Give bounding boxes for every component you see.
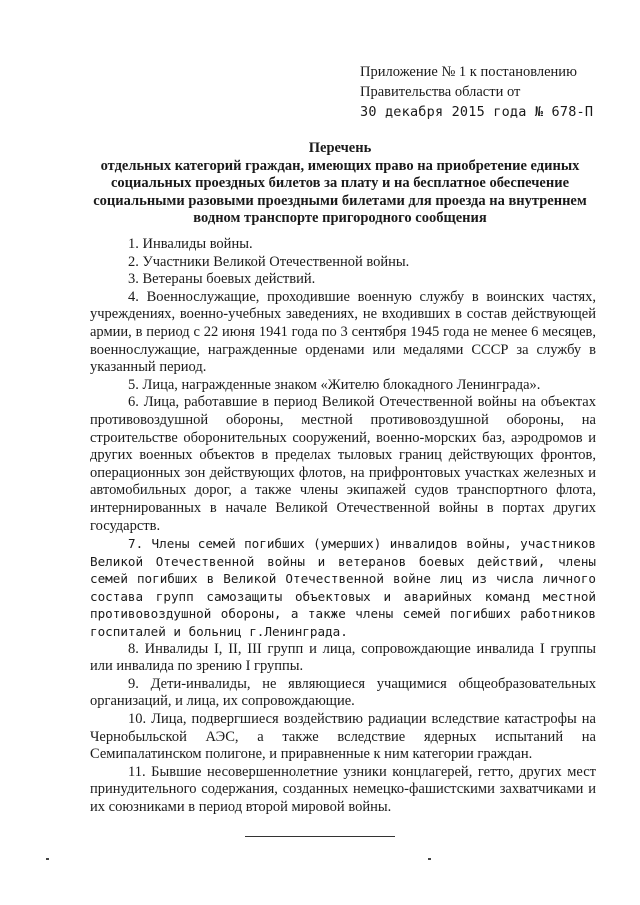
appendix-line-1: Приложение № 1 к постановлению	[360, 64, 577, 80]
appendix-header	[360, 62, 620, 122]
list-item-10: 10. Лица, подвергшиеся воздействию радиации вследствие катастрофы на Чернобыльской АЭС, а также вследствие ядерных испытаний на Семипалатинском полигоне, и приравненные к ним категории граждан.	[90, 711, 596, 763]
scan-speck	[46, 858, 49, 860]
end-divider	[245, 836, 395, 837]
document-title	[80, 140, 600, 228]
list-item-4: 4. Военнослужащие, проходившие военную службу в воинских частях, учреждениях, военно-учебных заведениях, не входивших в состав действующей армии, в период с 22 июня 1941 года по 3 сентября 1945 года не менее 6 месяцев, военнослужащие, награжденные орденами или медалями СССР за службу в указанный период.	[90, 288, 596, 376]
list-item-1: 1. Инвалиды войны.	[128, 236, 253, 252]
appendix-line-2: Правительства области от	[360, 84, 521, 100]
title-main: Перечень	[308, 140, 372, 156]
list-item-7: 7. Члены семей погибших (умерших) инвалидов войны, участников Великой Отечественной войны и ветеранов боевых действий, члены семей погибших в Великой Отечественной войне лиц из числа личного состава групп самозащиты объектовых и аварийных команд местной противовоздушной обороны, а также члены семей погибших работников госпиталей и больниц г.Ленинграда.	[90, 536, 596, 640]
list-item-9: 9. Дети-инвалиды, не являющиеся учащимися общеобразовательных организаций, и лица, их сопровождающие.	[90, 675, 596, 710]
list-item-11: 11. Бывшие несовершеннолетние узники концлагерей, гетто, других мест принудительного содержания, созданных немецко-фашистскими захватчиками и их союзниками в период второй мировой войны.	[90, 763, 596, 815]
list-item-8: 8. Инвалиды I, II, III групп и лица, сопровождающие инвалида I группы или инвалида по зрению I группы.	[90, 640, 596, 675]
scan-speck	[428, 858, 431, 860]
list-item-6: 6. Лица, работавшие в период Великой Отечественной войны на объектах противовоздушной обороны, местной противовоздушной обороны, на строительстве оборонительных сооружений, военно-морских баз, аэродромов и других военных объектов в пределах тыловых границ действующих фронтов, операционных зон действующих флотов, на прифронтовых участках железных и автомобильных дорог, а также члены экипажей судов транспортного флота, интернированных в начале Великой Отечественной войны в портах других государств.	[90, 394, 596, 534]
list-item-2: 2. Участники Великой Отечественной войны.	[128, 253, 410, 270]
list-item-5: 5. Лица, награжденные знаком «Жителю блокадного Ленинграда».	[128, 376, 541, 393]
document-body	[90, 236, 596, 817]
appendix-date-line: 30 декабря 2015 года № 678-П	[360, 104, 594, 120]
title-subtitle: отдельных категорий граждан, имеющих право на приобретение единых социальных проездных билетов за плату и на бесплатное обеспечение социальными разовыми проездными билетами для проезда на внутреннем водном транспорте пригородного сообщения	[93, 157, 587, 226]
list-item-3: 3. Ветераны боевых действий.	[128, 271, 316, 288]
